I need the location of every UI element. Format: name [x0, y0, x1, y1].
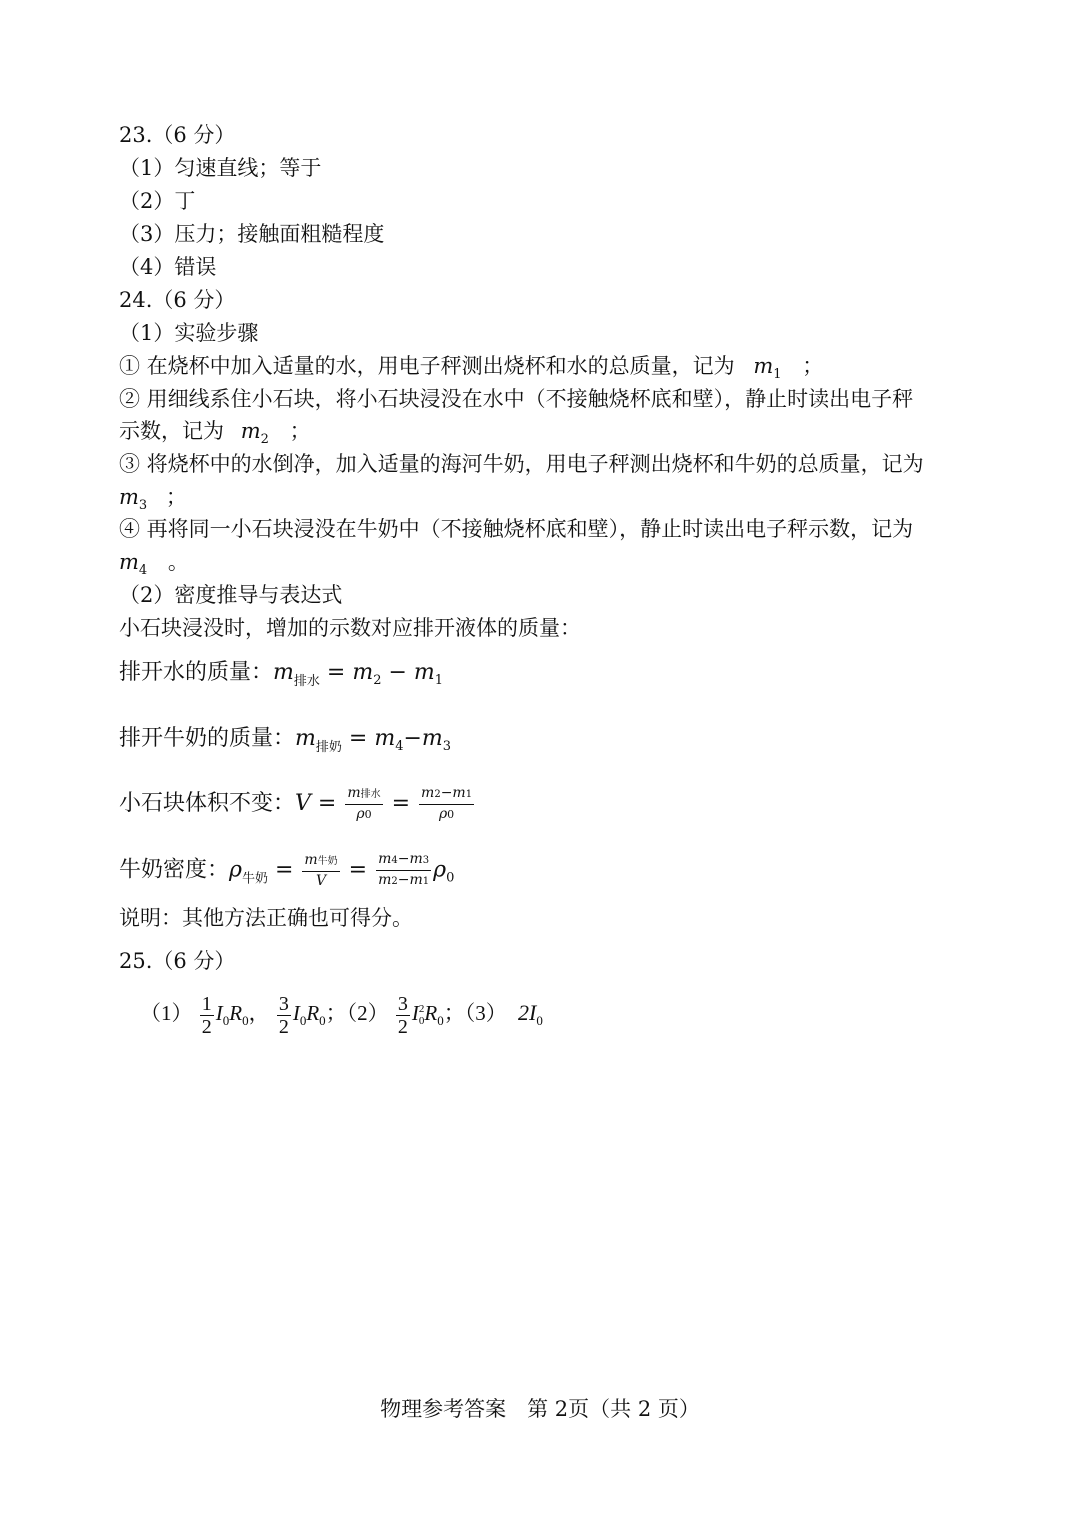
q25-answers: （1） $\frac{1}{2}$ $I_0R_0$， $\frac{3}{2}$ $I_0R_0$；（2） $\frac{3}{2}$ I 2 0 $R_0$；（3） $2I_0$	[140, 992, 543, 1038]
q25-header: 25.（6 分）	[119, 949, 236, 973]
q24-step-2a: ② 用细线系住小石块，将小石块浸没在水中（不接触烧杯底和壁），静止时读出电子秤	[119, 387, 914, 411]
milk-label: 排开牛奶的质量：	[119, 726, 296, 751]
step3-sub: 3	[138, 498, 148, 513]
equation-milk-density: 牛奶密度：$\rho_{牛奶}$ = $\frac{\text{m牛奶}}{V}$ = $\frac{m4-m3}{m2-m1}$ $\rho_0$	[119, 851, 455, 889]
step2-var: m	[240, 419, 261, 443]
equation-milk-mass: 排开牛奶的质量：$m_{排奶} = m_4-m_3$	[119, 726, 452, 755]
step1-end: ；	[802, 354, 824, 378]
q23-answer-3: （3）压力；接触面粗糙程度	[119, 222, 385, 246]
q25-ans3: 2I	[517, 1000, 537, 1025]
step4-var: m	[119, 550, 139, 574]
fraction-m2-m1-over-rho: $\frac{m2-m1}{\rho 0}$	[421, 785, 473, 822]
step2-end: ；	[289, 419, 311, 443]
step1-text: ① 在烧杯中加入适量的水，用电子秤测出烧杯和水的总质量，记为	[119, 354, 735, 378]
q24-note: 说明：其他方法正确也可得分。	[119, 906, 413, 930]
q24-intro: 小石块浸没时，增加的示数对应排开液体的质量：	[119, 616, 581, 640]
step1-sub: 1	[773, 367, 782, 382]
q23-header: 23.（6 分）	[119, 123, 236, 147]
fraction-water-over-rho: $\frac{\text{m排水}}{\rho 0}$	[347, 785, 381, 822]
step4-end: 。	[167, 550, 189, 574]
q24-header: 24.（6 分）	[119, 288, 236, 312]
sub-water: 排水	[293, 674, 320, 689]
q25-part3-label: ；（3）	[443, 1001, 507, 1025]
q24-step-3a: ③ 将烧杯中的水倒净，加入适量的海河牛奶，用电子秤测出烧杯和牛奶的总质量，记为	[119, 452, 924, 476]
fraction-m4m3-over-m2m1: $\frac{m4-m3}{m2-m1}$	[378, 851, 430, 888]
q24-part2-title: （2）密度推导与表达式	[119, 583, 343, 607]
q23-answer-4: （4）错误	[119, 255, 217, 279]
q25-part1-label: （1）	[140, 1001, 193, 1025]
step2-text: 示数，记为	[119, 419, 224, 443]
fraction-three-halves-a: $\frac{3}{2}$	[278, 992, 289, 1038]
volume-label: 小石块体积不变：	[119, 791, 296, 816]
step1-var: m	[753, 354, 774, 378]
equation-volume: 小石块体积不变：V = $\frac{\text{m排水}}{\rho 0}$ = $\frac{m2-m1}{\rho 0}$	[119, 785, 473, 822]
q25-part2-label: ；（2）	[325, 1001, 389, 1025]
sub-milk2: 牛奶	[241, 871, 268, 887]
equation-water-mass: 排开水的质量：$m_{排水} = m_2 - m_1$	[119, 660, 444, 689]
frac-sub-water: 排水	[360, 789, 381, 800]
q25-sep1: ，	[248, 1001, 270, 1025]
step2-sub: 2	[260, 432, 269, 447]
q23-answer-1: （1）匀速直线；等于	[119, 156, 322, 180]
q23-answer-2: （2）丁	[119, 189, 196, 213]
fraction-one-half: $\frac{1}{2}$	[201, 992, 212, 1038]
frac-sub-milk: 牛奶	[317, 856, 338, 867]
step3-var: m	[119, 485, 139, 509]
water-label: 排开水的质量：	[119, 660, 274, 685]
step3-end: ；	[165, 485, 187, 509]
q24-part1-title: （1）实验步骤	[119, 321, 259, 345]
sub-milk: 排奶	[315, 740, 342, 755]
page-footer: 物理参考答案 第 2页（共 2 页）	[380, 1397, 700, 1421]
q24-step-4a: ④ 再将同一小石块浸没在牛奶中（不接触烧杯底和壁），静止时读出电子秤示数，记为	[119, 517, 914, 541]
step4-sub: 4	[138, 563, 148, 578]
fraction-mmilk-over-v: $\frac{\text{m牛奶}}{V}$	[304, 852, 338, 889]
fraction-three-halves-b: $\frac{3}{2}$	[397, 992, 408, 1038]
density-label: 牛奶密度：	[119, 857, 230, 883]
